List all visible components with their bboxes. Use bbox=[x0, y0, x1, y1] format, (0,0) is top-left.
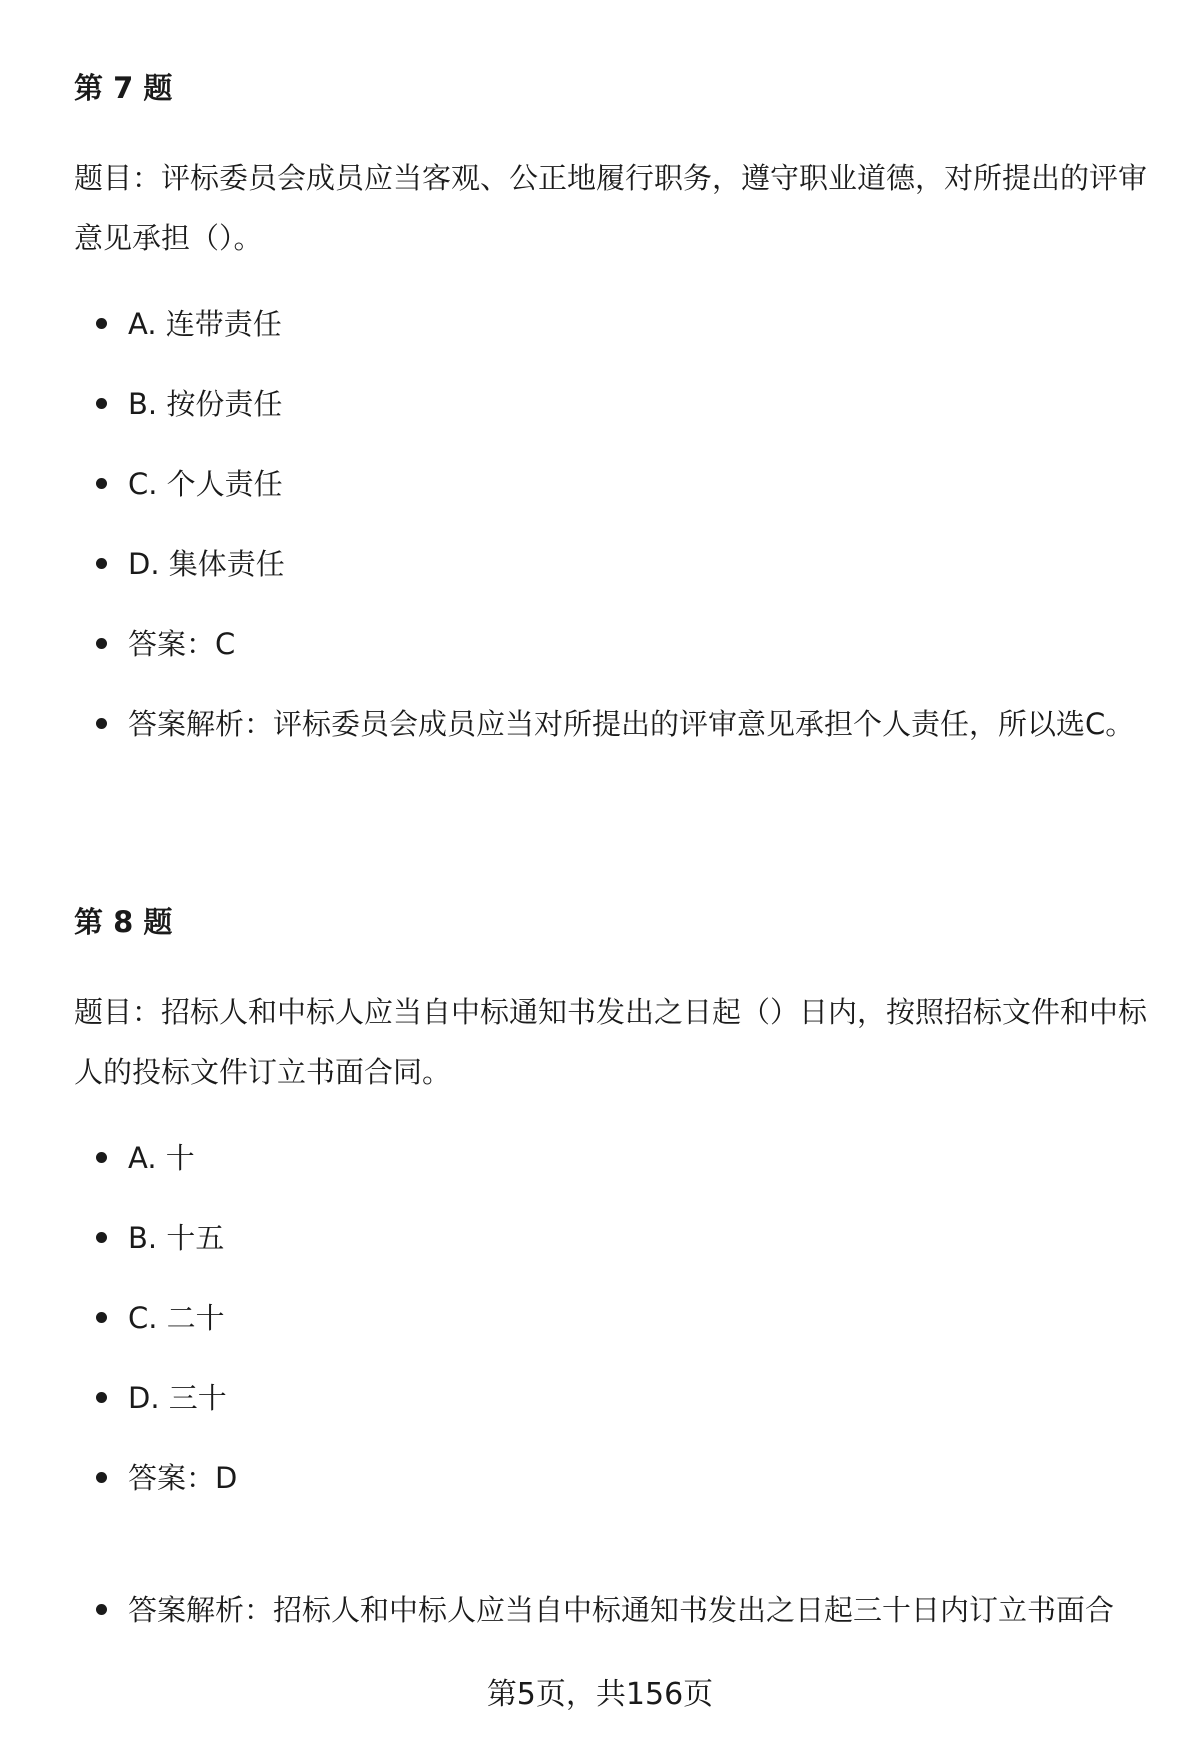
question-8-answer bbox=[96, 1448, 1136, 1508]
question-7-option-b bbox=[96, 374, 1136, 434]
option-label: C. 二十 bbox=[128, 1301, 225, 1335]
bullet-icon bbox=[96, 1472, 107, 1483]
page-number-footer: 第5页，共156页 bbox=[486, 1677, 714, 1712]
option-label: B. 按份责任 bbox=[128, 387, 283, 421]
question-8-option-a bbox=[96, 1128, 1136, 1188]
bullet-icon bbox=[96, 1604, 107, 1615]
bullet-icon bbox=[96, 1232, 107, 1243]
question-7-stem: 题目：评标委员会成员应当客观、公正地履行职务，遵守职业道德，对所提出的评审意见承担（）。 bbox=[74, 161, 1148, 255]
question-8-analysis bbox=[96, 1580, 1136, 1640]
option-label: D. 集体责任 bbox=[128, 547, 285, 581]
bullet-icon bbox=[96, 398, 107, 409]
question-8-stem: 题目：招标人和中标人应当自中标通知书发出之日起（）日内，按照招标文件和中标人的投标文件订立书面合同。 bbox=[74, 995, 1148, 1089]
bullet-icon bbox=[96, 1392, 107, 1403]
question-8-option-c bbox=[96, 1288, 1136, 1348]
bullet-icon bbox=[96, 1312, 107, 1323]
bullet-icon bbox=[96, 638, 107, 649]
answer-label: 答案：D bbox=[128, 1461, 238, 1495]
option-label: A. 连带责任 bbox=[128, 307, 282, 341]
bullet-icon bbox=[96, 1152, 107, 1163]
bullet-icon bbox=[96, 718, 107, 729]
question-7-option-d bbox=[96, 534, 1136, 594]
answer-label: 答案：C bbox=[128, 627, 236, 661]
question-7-analysis bbox=[96, 694, 1136, 754]
option-label: B. 十五 bbox=[128, 1221, 225, 1255]
option-label: A. 十 bbox=[128, 1141, 195, 1175]
option-label: D. 三十 bbox=[128, 1381, 227, 1415]
question-7-option-a bbox=[96, 294, 1136, 354]
option-label: C. 个人责任 bbox=[128, 467, 283, 501]
bullet-icon bbox=[96, 558, 107, 569]
analysis-text: 答案解析：招标人和中标人应当自中标通知书发出之日起三十日内订立书面合 bbox=[128, 1593, 1115, 1627]
analysis-text: 答案解析：评标委员会成员应当对所提出的评审意见承担个人责任，所以选C。 bbox=[128, 707, 1135, 741]
question-8-heading: 第 8 题 bbox=[74, 905, 173, 939]
bullet-icon bbox=[96, 318, 107, 329]
bullet-icon bbox=[96, 478, 107, 489]
question-8-option-b bbox=[96, 1208, 1136, 1268]
question-7-option-c bbox=[96, 454, 1136, 514]
question-7-answer bbox=[96, 614, 1136, 674]
question-7-heading: 第 7 题 bbox=[74, 71, 173, 105]
question-8-option-d bbox=[96, 1368, 1136, 1428]
